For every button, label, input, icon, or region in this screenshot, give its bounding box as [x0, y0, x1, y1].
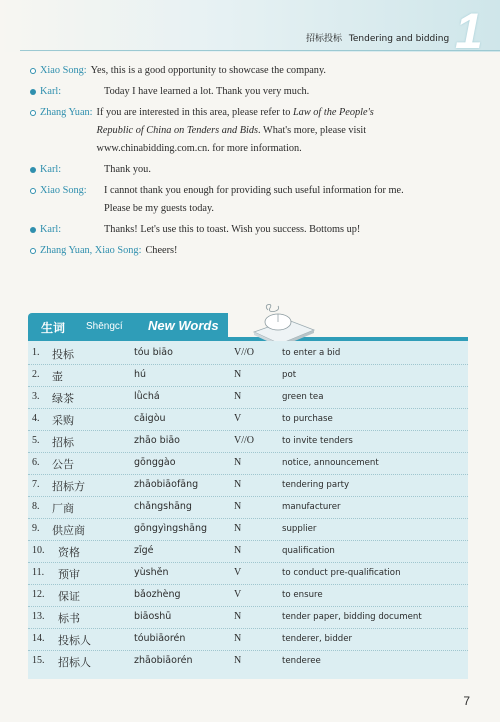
table-row: 1. 投标 tóu biāo V//O to enter a bid [28, 343, 468, 365]
table-row: 5. 招标 zhāo biāo V//O to invite tenders [28, 431, 468, 453]
utterance: Today I have learned a lot. Thank you very much. [104, 86, 310, 97]
utterance: I cannot thank you enough for providing such useful information for me. Please be my guests today. [104, 185, 404, 214]
new-words-title-pinyin: Shēngcí [86, 321, 123, 332]
table-row: 12. 保证 bǎozhèng V to ensure [28, 585, 468, 607]
chapter-number: 1 [455, 3, 483, 59]
header-title-en: Tendering and bidding [348, 34, 450, 44]
dialogue-line [40, 161, 480, 179]
utterance: Yes, this is a good opportunity to showcase the company. [90, 65, 327, 76]
hollow-bullet-icon [30, 248, 36, 254]
speaker-name: Karl: [40, 164, 62, 175]
table-row: 8. 厂商 chǎngshāng N manufacturer [28, 497, 468, 519]
hollow-bullet-icon [30, 110, 36, 116]
table-row: 10. 资格 zīgé N qualification [28, 541, 468, 563]
utterance: Thanks! Let's use this to toast. Wish you success. Bottoms up! [104, 224, 361, 235]
filled-bullet-icon [30, 227, 36, 233]
speaker-name: Xiao Song: [40, 185, 87, 196]
dialogue-line [40, 104, 480, 158]
dialogue-line [40, 182, 480, 218]
table-row: 6. 公告 gōnggào N notice, announcement [28, 453, 468, 475]
new-words-title-en: New Words [148, 318, 219, 333]
speaker-name: Karl: [40, 224, 62, 235]
table-row: 15. 招标人 zhāobiāorén N tenderee [32, 655, 321, 669]
running-header [306, 31, 449, 44]
dialogue [40, 62, 480, 263]
speaker-name: Zhang Yuan, Xiao Song: [40, 245, 142, 256]
computer-mouse-icon [248, 302, 318, 346]
table-row: 2. 壶 hú N pot [28, 365, 468, 387]
utterance: Thank you. [104, 164, 151, 175]
speaker-name: Zhang Yuan: [40, 107, 93, 118]
table-row: 7. 招标方 zhāobiāofāng N tendering party [28, 475, 468, 497]
table-row: 4. 采购 cǎigòu V to purchase [28, 409, 468, 431]
table-row: 14. 投标人 tóubiāorén N tenderer, bidder [28, 629, 468, 651]
speaker-name: Xiao Song: [40, 65, 87, 76]
utterance: If you are interested in this area, please refer to Law of the People's Republic of China on Tenders and Bids. What's more, please visit www.chinabidding.com.cn. for more information. [96, 107, 374, 154]
dialogue-line [40, 242, 480, 260]
header-title-cn: 招标投标 [306, 34, 343, 44]
table-row: 9. 供应商 gōngyìngshāng N supplier [28, 519, 468, 541]
table-row: 13. 标书 biāoshū N tender paper, bidding document [28, 607, 468, 629]
new-words-title-cn: 生词 [41, 321, 66, 335]
table-row: 3. 绿茶 lǜchá N green tea [28, 387, 468, 409]
filled-bullet-icon [30, 89, 36, 95]
vocabulary-table [28, 341, 468, 679]
header-band [0, 0, 500, 52]
hollow-bullet-icon [30, 188, 36, 194]
dialogue-line [40, 221, 480, 239]
table-row: 11. 预审 yùshěn V to conduct pre-qualification [28, 563, 468, 585]
filled-bullet-icon [30, 167, 36, 173]
utterance: Cheers! [145, 245, 178, 256]
dialogue-line [40, 62, 480, 80]
dialogue-line [40, 83, 480, 101]
hollow-bullet-icon [30, 68, 36, 74]
page-number: 7 [463, 694, 470, 708]
speaker-name: Karl: [40, 86, 62, 97]
header-rule [20, 50, 500, 51]
